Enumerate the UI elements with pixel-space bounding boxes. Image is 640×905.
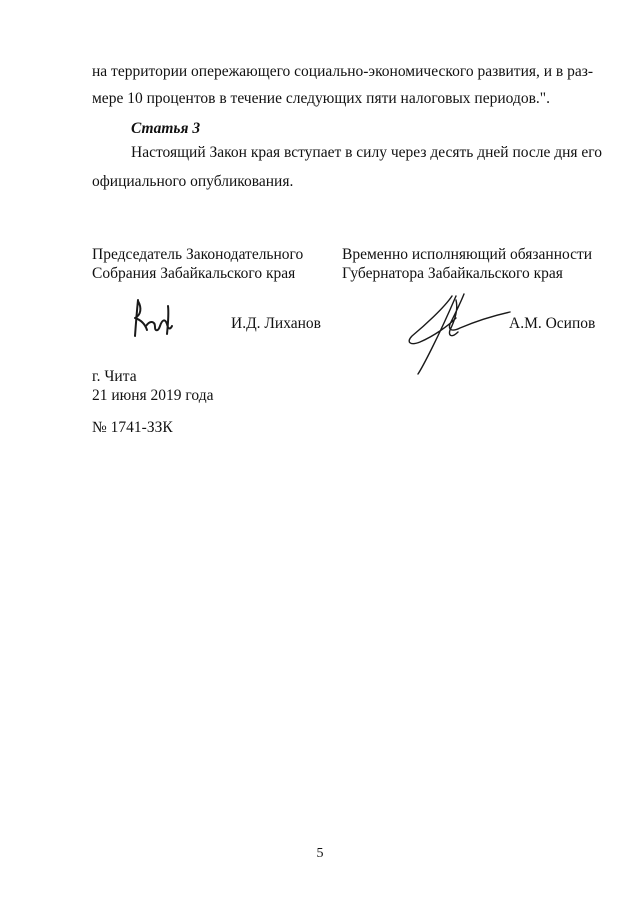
right-position-line-1: Временно исполняющий обязанности	[342, 246, 593, 263]
date: 21 июня 2019 года	[92, 387, 214, 404]
left-position-line-1: Председатель Законодательного	[92, 246, 304, 263]
right-handwritten-signature	[404, 290, 516, 380]
right-signatory-position	[342, 245, 592, 283]
right-signatory-name: А.М. Осипов	[509, 315, 596, 332]
paragraph-line-1: на территории опережающего социально-экономического развития, и в раз-	[92, 63, 594, 80]
article-heading: Статья 3	[131, 120, 201, 137]
page-number: 5	[316, 846, 324, 861]
article-text-line-1: Настоящий Закон края вступает в силу через десять дней после дня его	[131, 144, 603, 161]
left-handwritten-signature	[128, 296, 180, 342]
law-number: № 1741-ЗЗК	[92, 419, 173, 436]
left-position-line-2: Собрания Забайкальского края	[92, 265, 296, 282]
paragraph-line-2: мере 10 процентов в течение следующих пяти налоговых периодов.".	[92, 90, 550, 107]
place-and-date	[92, 367, 213, 405]
article-text-line-2: официального опубликования.	[92, 173, 294, 190]
right-position-line-2: Губернатора Забайкальского края	[342, 265, 563, 282]
city: г. Чита	[92, 368, 137, 385]
left-signatory-position	[92, 245, 303, 283]
left-signatory-name: И.Д. Лиханов	[231, 315, 321, 332]
